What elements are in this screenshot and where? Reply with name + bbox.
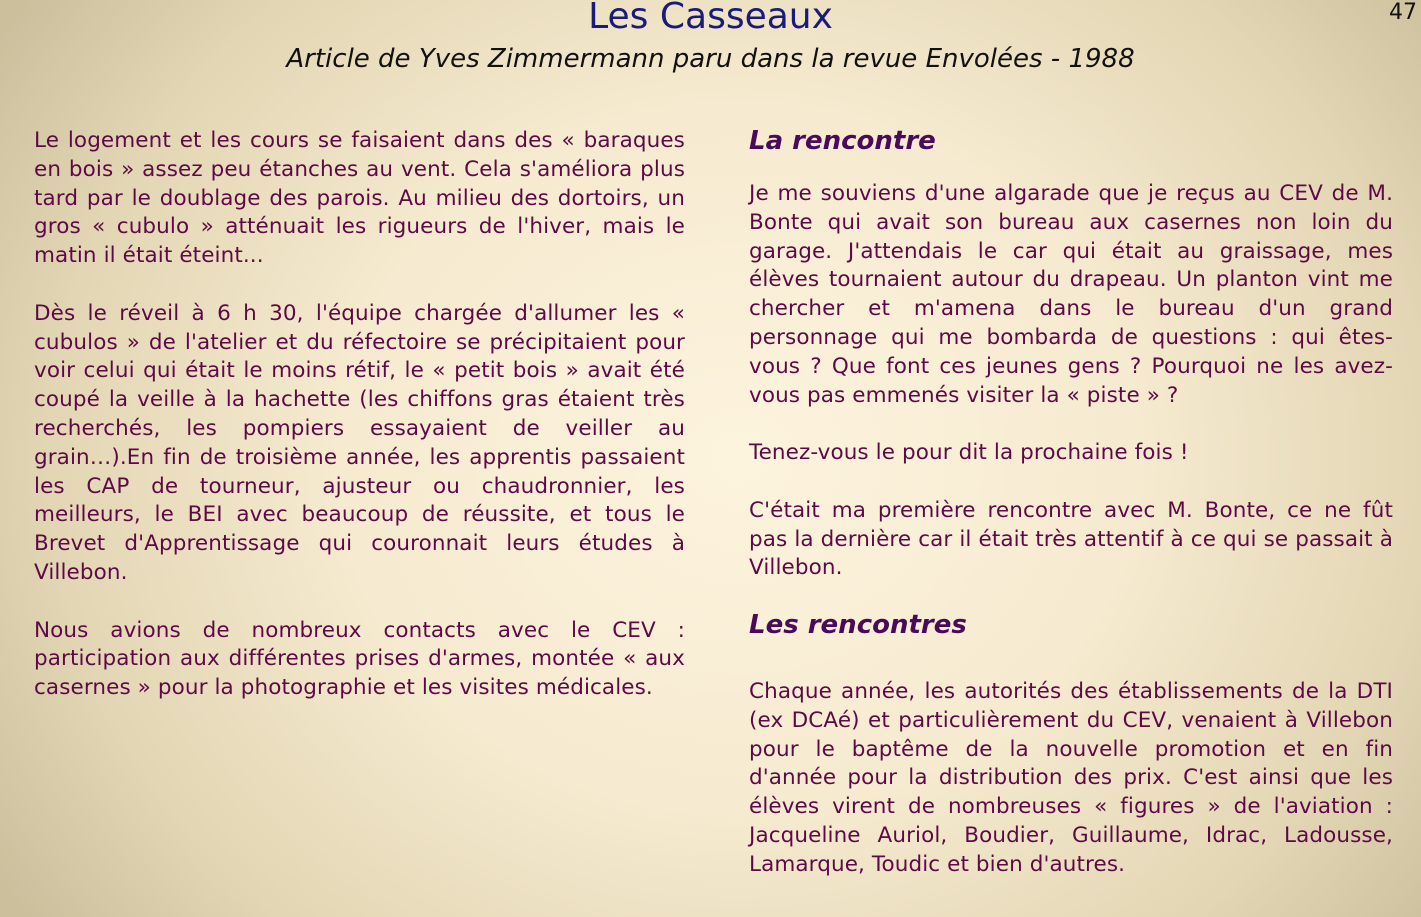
right-column-section-2 [749, 678, 1393, 880]
right-paragraph-2: Tenez-vous le pour dit la prochaine fois ! [749, 440, 1189, 466]
left-column [34, 127, 685, 703]
page-number: 47 [1389, 0, 1417, 25]
page-subtitle: Article de Yves Zimmermann paru dans la revue Envolées - 1988 [286, 44, 1135, 74]
left-paragraph-3: Nous avions de nombreux contacts avec le CEV : participation aux différentes prises d'armes, montée « aux casernes » pour la photographie et les visites médicales. [34, 617, 685, 701]
right-paragraph-4: Chaque année, les autorités des établissements de la DTI (ex DCAé) et particulièrement du CEV, venaient à Villebon pour le baptême de la nouvelle promotion et en fin d'année pour la distribution des prix. C'est ainsi que les élèves virent de nombreuses « figures » de l'aviation : Jacqueline Auriol, Boudier, Guillaume, Idrac, Ladousse, Lamarque, Toudic et bien d'autres. [749, 679, 1393, 877]
left-paragraph-2: Dès le réveil à 6 h 30, l'équipe chargée d'allumer les « cubulos » de l'atelier et du réfectoire se précipitaient pour voir celui qui était le moins rétif, le « petit bois » avait été coupé la veille à la hachette (les chiffons gras étaient très recherchés, les pompiers essayaient de veiller au grain…).En fin de troisième année, les apprentis passaient les CAP de tourneur, ajusteur ou chaudronnier, les meilleurs, le BEI avec beaucoup de réussite, et tous le Brevet d'Apprentissage qui couronnait leurs études à Villebon. [34, 300, 685, 585]
section-heading-les-rencontres: Les rencontres [749, 610, 967, 640]
section-heading-la-rencontre: La rencontre [749, 126, 936, 156]
right-paragraph-3: C'était ma première rencontre avec M. Bonte, ce ne fût pas la dernière car il était très attentif à ce qui se passait à Villebon. [749, 497, 1393, 581]
right-paragraph-1: Je me souviens d'une algarade que je reçus au CEV de M. Bonte qui avait son bureau aux casernes non loin du garage. J'attendais le car qui était au graissage, mes élèves tournaient autour du drapeau. Un planton vint me chercher et m'amena dans le bureau d'un grand personnage qui me bombarda de questions : qui êtes- vous ? Que font ces jeunes gens ? Pourquoi ne les avez-vous pas emmenés visiter la « piste » ? [749, 181, 1393, 408]
right-column-section-1 [749, 180, 1393, 583]
page-title: Les Casseaux [588, 0, 833, 37]
left-paragraph-1: Le logement et les cours se faisaient dans des « baraques en bois » assez peu étanches au vent. Cela s'améliora plus tard par le doublage des parois. Au milieu des dortoirs, un gros « cubulo » atténuait les rigueurs de l'hiver, mais le matin il était éteint... [34, 128, 685, 269]
